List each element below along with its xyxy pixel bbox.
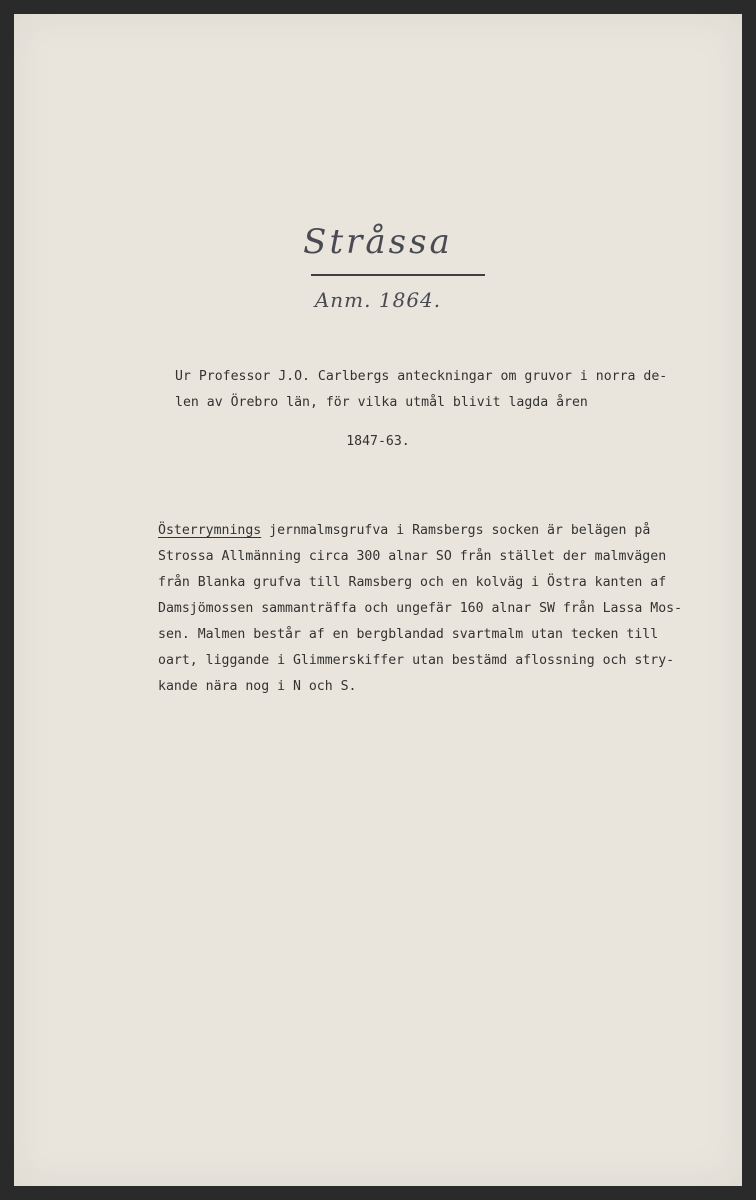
intro-line-1: Ur Professor J.O. Carlbergs anteckningar om gruvor i norra de- [175, 369, 668, 384]
intro-years: 1847-63. [346, 434, 410, 449]
handwritten-annotation: Anm. 1864. [314, 288, 442, 312]
paragraph-line-3: från Blanka grufva till Ramsberg och en kolväg i Östra kanten af [158, 575, 667, 590]
intro-line-2: len av Örebro län, för vilka utmål blivit lagda åren [175, 395, 588, 410]
paragraph-line-7: kande nära nog i N och S. [158, 679, 357, 694]
handwritten-title: Stråssa [303, 222, 453, 262]
paragraph-line-5: sen. Malmen består af en bergblandad svartmalm utan tecken till [158, 627, 659, 642]
paragraph-line-1-rest: jernmalmsgrufva i Ramsbergs socken är belägen på [261, 523, 651, 538]
paragraph-line-6: oart, liggande i Glimmerskiffer utan bestämd aflossning och stry- [158, 653, 675, 668]
paragraph-line-2: Strossa Allmänning circa 300 alnar SO från stället der malmvägen [158, 549, 667, 564]
mine-name: Österrymnings [158, 523, 262, 538]
paragraph-line-1 [158, 518, 650, 544]
title-underline [311, 274, 485, 276]
paragraph-line-4: Damsjömossen sammanträffa och ungefär 160 alnar SW från Lassa Mos- [158, 601, 683, 616]
